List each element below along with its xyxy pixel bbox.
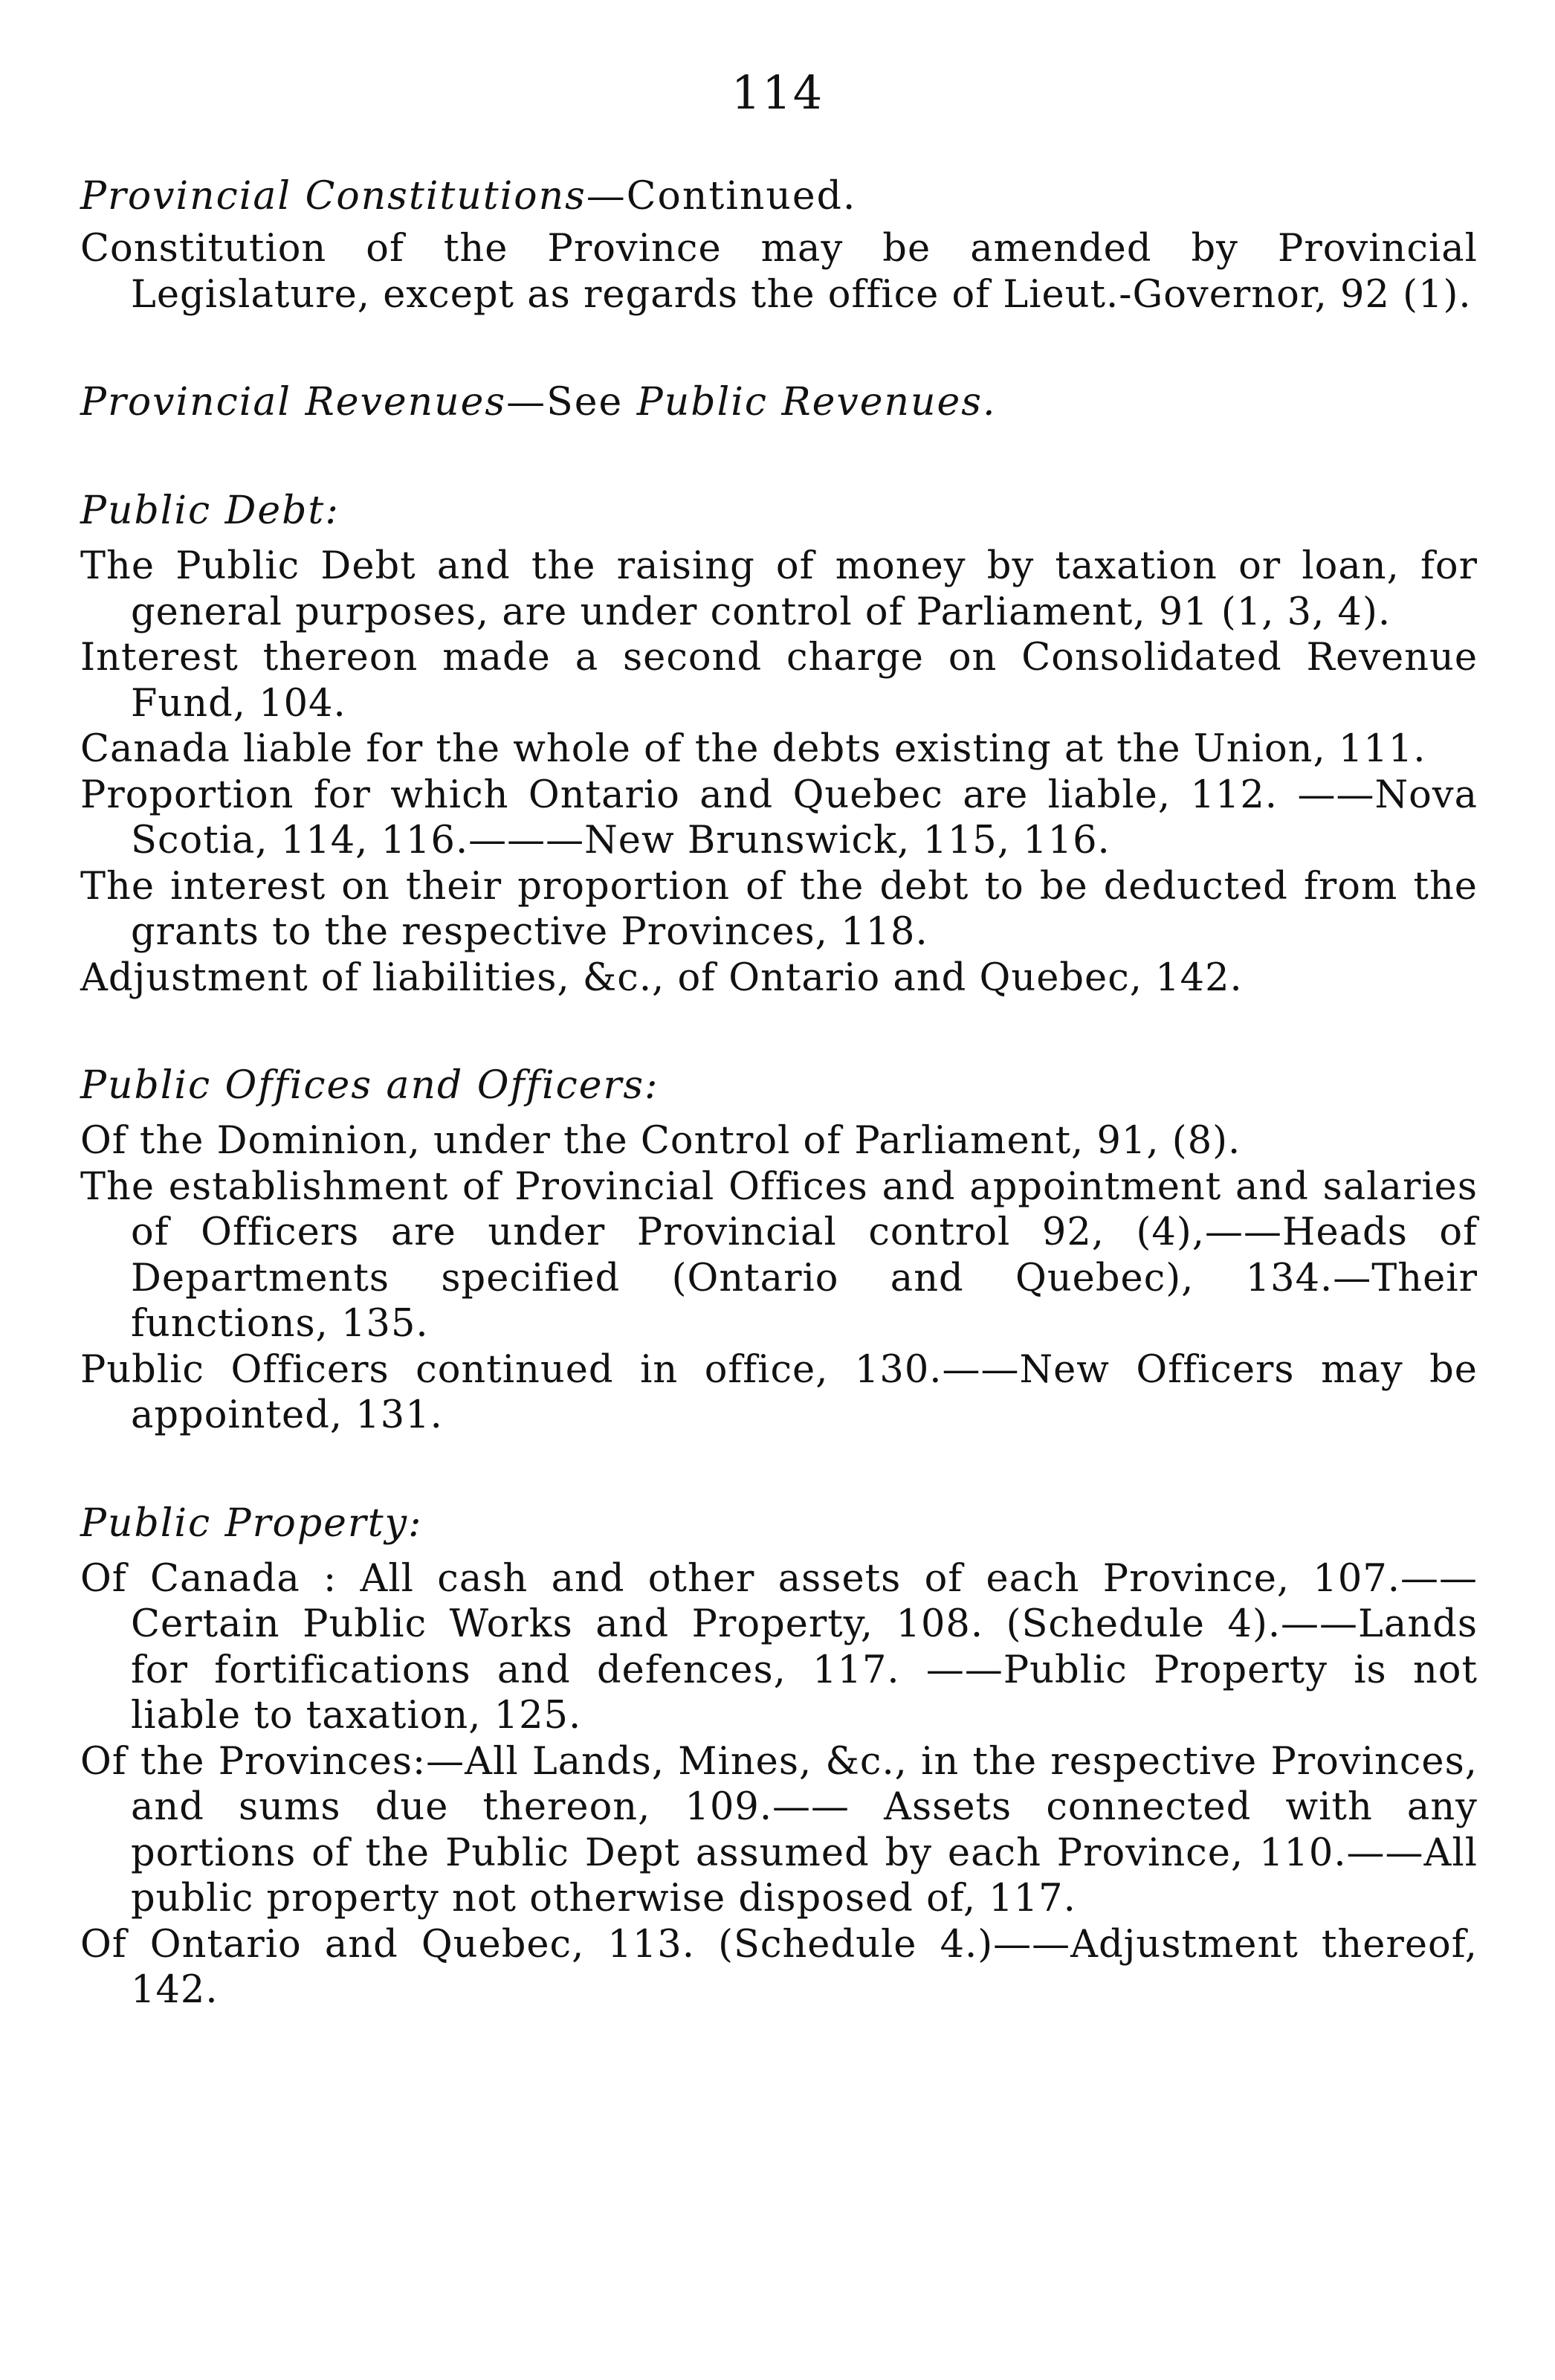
section-public-offices <box>80 1062 1478 1439</box>
index-entry: Canada liable for the whole of the debts existing at the Union, 111. <box>80 727 1426 771</box>
heading-cross-reference: Public Revenues. <box>636 380 997 425</box>
index-entry: Of Ontario and Quebec, 113. (Schedule 4.)——Adjustment thereof, 142. <box>80 1922 1478 2012</box>
index-entry: Proportion for which Ontario and Quebec are liable, 112. ——Nova Scotia, 114, 116.———New Brunswick, 115, 116. <box>80 773 1478 862</box>
index-entry: Of the Dominion, under the Control of Parliament, 91, (8). <box>80 1119 1241 1163</box>
heading-see: —See <box>506 380 637 425</box>
section-heading <box>80 378 1478 426</box>
section-heading <box>80 172 1478 220</box>
section-heading: Public Debt: <box>80 488 340 533</box>
index-entry: The establishment of Provincial Offices and appointment and salaries of Officers are under Provincial control 92, (4),——Heads of Departments specified (Ontario and Quebec), 134.—Their functions, 135. <box>80 1164 1478 1346</box>
heading-italic: Provincial Constitutions <box>80 174 586 219</box>
index-entry: Of Canada : All cash and other assets of each Province, 107.——Certain Public Works and Property, 108. (Schedule 4).——Lands for fortifications and defences, 117. ——Public Property is not liable to taxation, 125. <box>80 1556 1478 1738</box>
heading-italic: Provincial Revenues <box>80 380 507 425</box>
section-public-property <box>80 1500 1478 2013</box>
index-entry: Interest thereon made a second charge on Consolidated Revenue Fund, 104. <box>80 636 1478 726</box>
section-heading: Public Property: <box>80 1500 423 1546</box>
index-entry: The Public Debt and the raising of money by taxation or loan, for general purposes, are under control of Parliament, 91 (1, 3, 4). <box>80 544 1478 634</box>
page-number: 114 <box>731 65 824 120</box>
index-entry: Adjustment of liabilities, &c., of Ontario and Quebec, 142. <box>80 955 1243 1000</box>
index-entry: Constitution of the Province may be amended by Provincial Legislature, except as regards the office of Lieut.-Governor, 92 (1). <box>80 227 1478 317</box>
section-provincial-revenues <box>80 378 1478 426</box>
index-entry: Public Officers continued in office, 130.——New Officers may be appointed, 131. <box>80 1347 1478 1437</box>
index-entry: Of the Provinces:—All Lands, Mines, &c., in the respective Provinces, and sums due thereon, 109.—— Assets connected with any portions of the Public Dept assumed by each Province, 110.——All public property not otherwise disposed of, 117. <box>80 1739 1478 1921</box>
index-entry: The interest on their proportion of the debt to be deducted from the grants to the respective Provinces, 118. <box>80 864 1478 954</box>
heading-continued: —Continued. <box>586 174 857 219</box>
section-provincial-constitutions <box>80 172 1478 317</box>
section-heading: Public Offices and Officers: <box>80 1063 659 1108</box>
index-content <box>80 172 1478 2013</box>
section-public-debt <box>80 487 1478 1001</box>
